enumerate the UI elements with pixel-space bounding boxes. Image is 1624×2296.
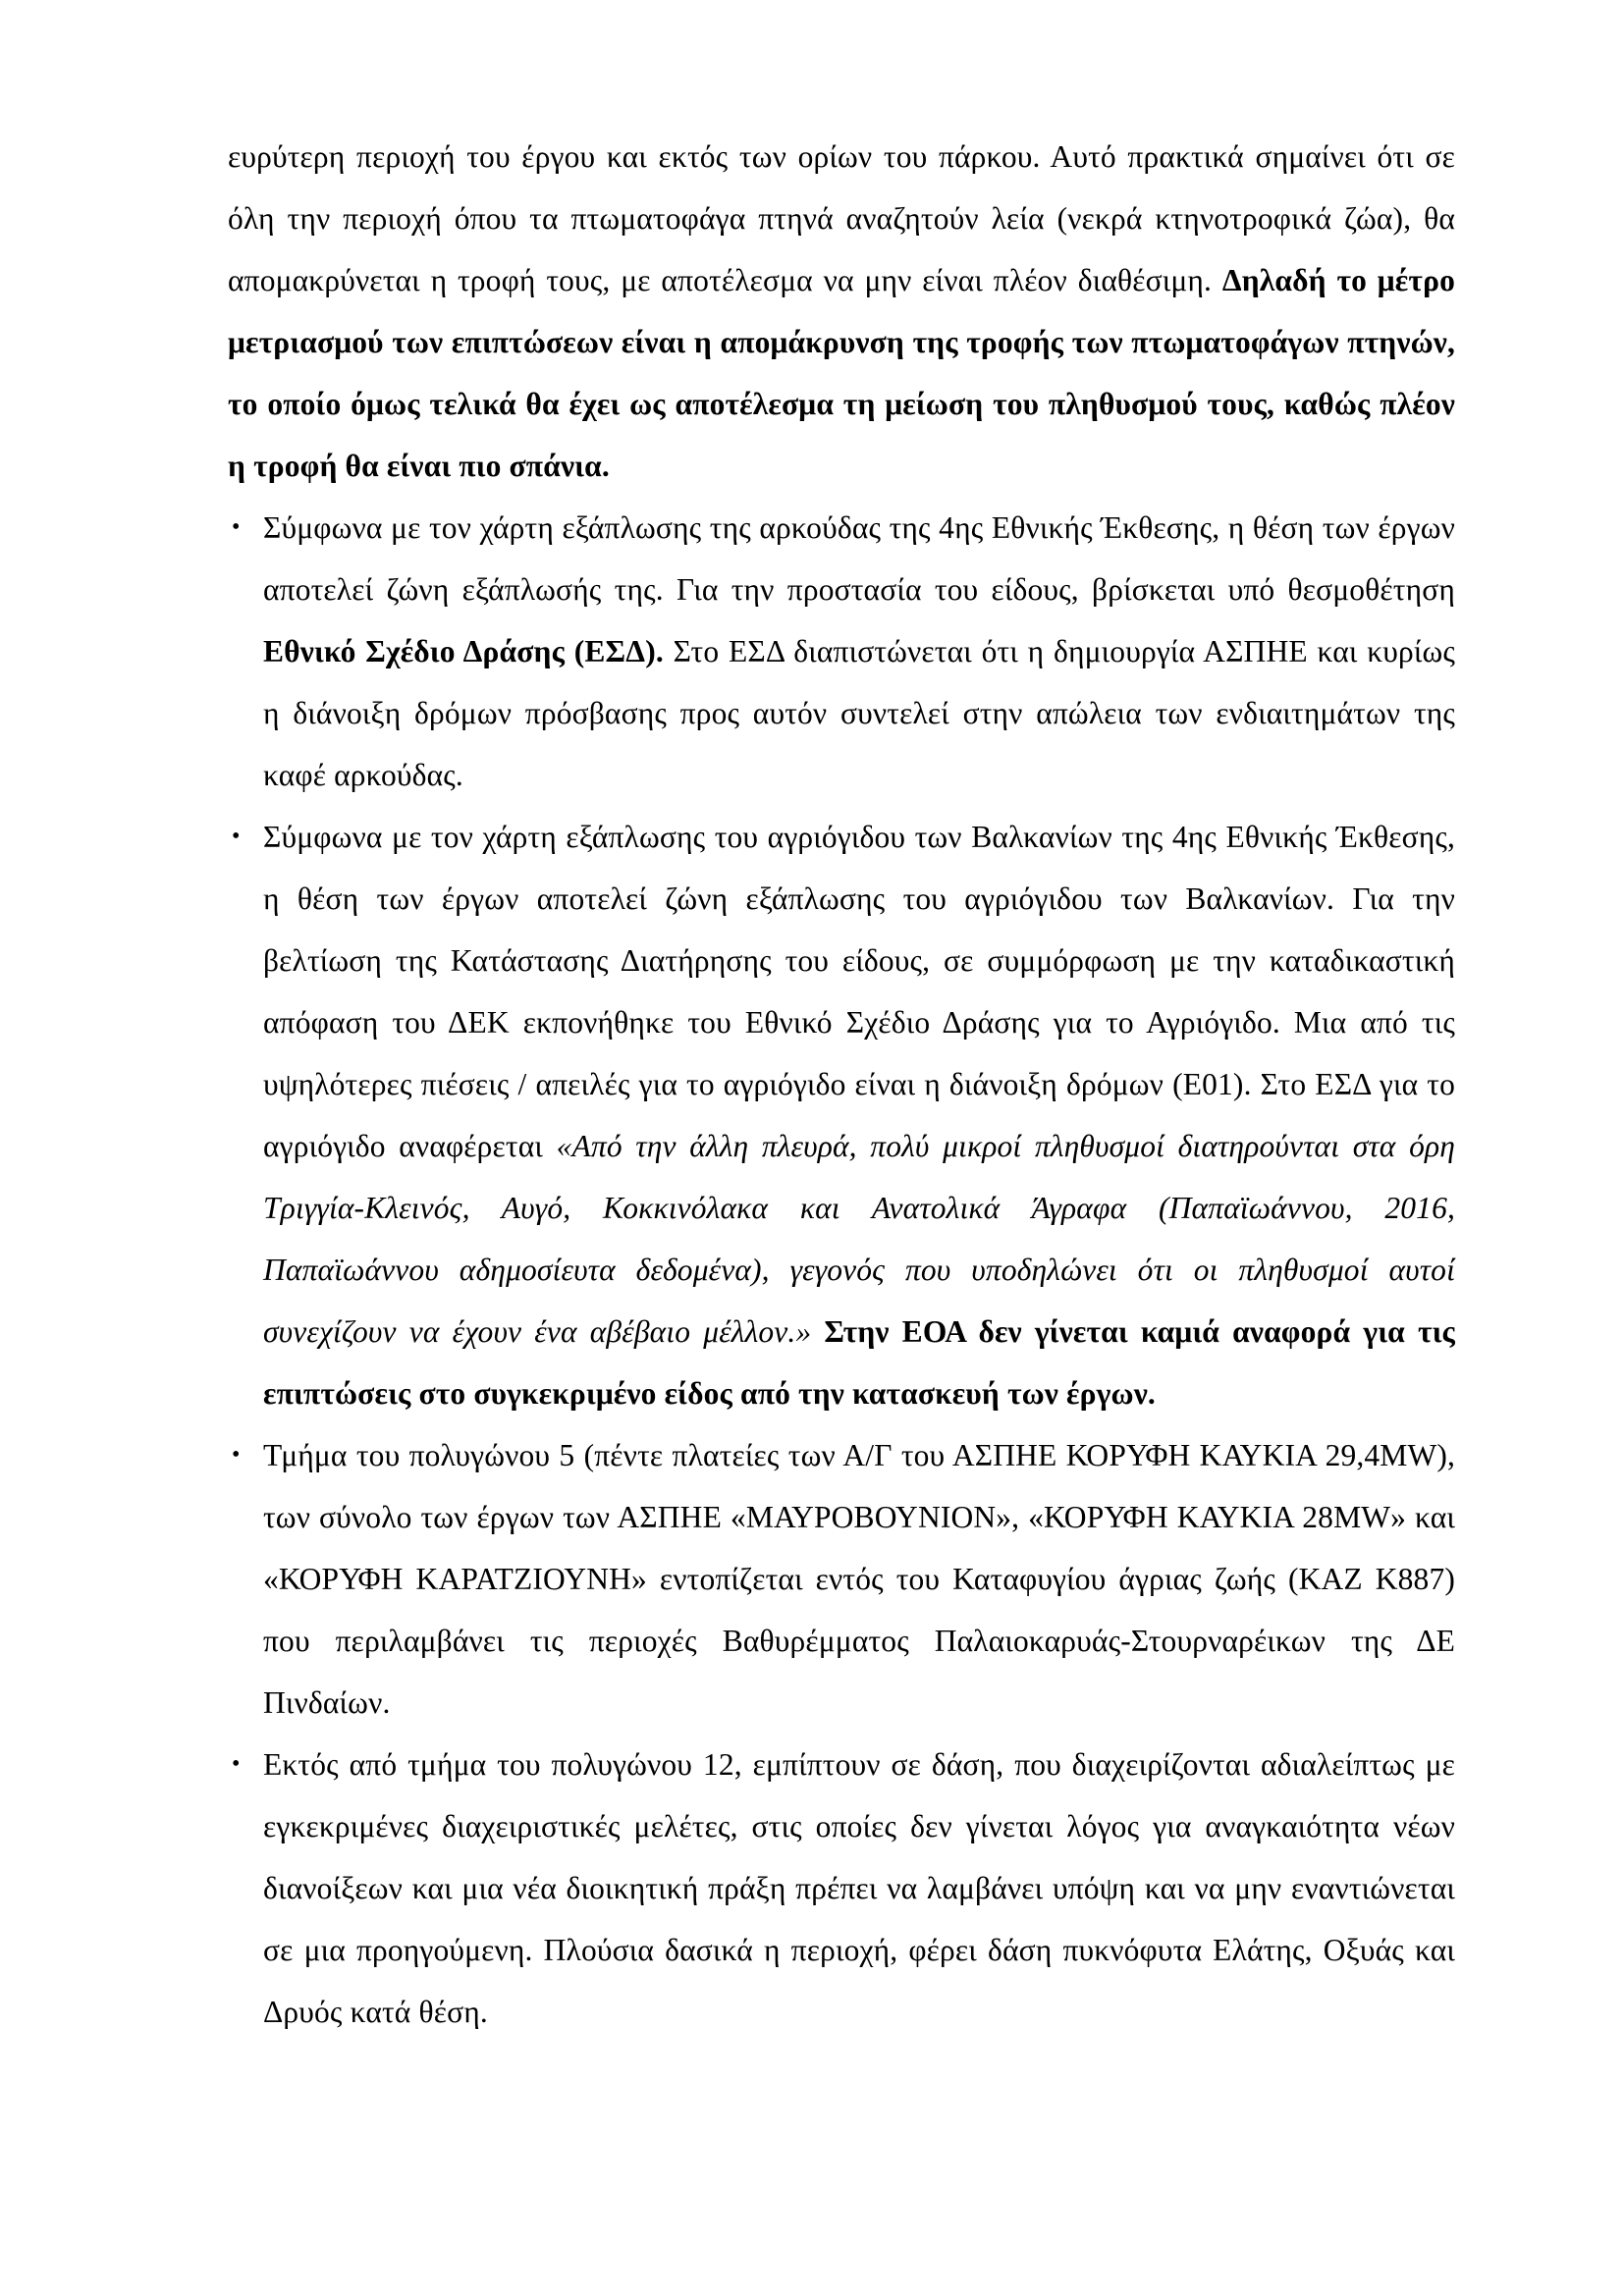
bullet-text-polygon-5-wildlife-refuge <box>263 1424 1455 1734</box>
list-item <box>228 1734 1455 2043</box>
bullet-list <box>228 497 1455 2043</box>
bullet-marker-icon: • <box>232 824 241 849</box>
segment-bold-eoa-remark: Στην ΕΟΑ δεν γίνεται καμιά αναφορά για τις επιπτώσεις στο συγκεκριμένο είδος από την κατασκευή των έργων. <box>263 1314 1455 1411</box>
segment-plain-tail: Στο ΕΣΔ διαπιστώνεται ότι η δημιουργία ΑΣΠΗΕ και κυρίως η διάνοιξη δρόμων πρόσβασης προς αυτόν συντελεί στην απώλεια των ενδιαιτημάτων της καφέ αρκούδας. <box>263 634 1455 792</box>
list-item <box>228 1424 1455 1734</box>
continuation-plain-text: ευρύτερη περιοχή του έργου και εκτός των ορίων του πάρκου. Αυτό πρακτικά σημαίνει ότι σε όλη την περιοχή όπου τα πτωματοφάγα πτηνά αναζητούν λεία (νεκρά κτηνοτροφικά ζώα), θα απομακρύνεται η τροφή τους, με αποτέλεσμα να μην είναι πλέον διαθέσιμη. <box>228 139 1455 297</box>
continuation-paragraph <box>228 126 1455 497</box>
segment-plain: Σύμφωνα με τον χάρτη εξάπλωσης της αρκούδας της 4ης Εθνικής Έκθεσης, η θέση των έργων αποτελεί ζώνη εξάπλωσής της. Για την προστασία του είδους, βρίσκεται υπό θεσμοθέτηση <box>263 510 1455 607</box>
continuation-bold-text: Δηλαδή το μέτρο μετριασμού των επιπτώσεων είναι η απομάκρυνση της τροφής των πτωματοφάγων πτηνών, το οποίο όμως τελικά θα έχει ως αποτέλεσμα τη μείωση του πληθυσμού τους, καθώς πλέον η τροφή θα είναι πιο σπάνια. <box>228 263 1455 483</box>
segment-plain: Εκτός από τμήμα του πολυγώνου 12, εμπίπτουν σε δάση, που διαχειρίζονται αδιαλείπτως με εγκεκριμένες διαχειριστικές μελέτες, στις οποίες δεν γίνεται λόγος για αναγκαιότητα νέων διανοίξεων και μια νέα διοικητική πράξη πρέπει να λαμβάνει υπόψη και να μην εναντιώνεται σε μια προηγούμενη. Πλούσια δασικά η περιοχή, φέρει δάση πυκνόφυτα Ελάτης, Οξυάς και Δρυός κατά θέση. <box>263 1747 1455 2029</box>
bullet-text-balkan-chamois <box>263 806 1455 1424</box>
segment-plain: Σύμφωνα με τον χάρτη εξάπλωσης του αγριόγιδου των Βαλκανίων της 4ης Εθνικής Έκθεσης, η θέση των έργων αποτελεί ζώνη εξάπλωσης του αγριόγιδου των Βαλκανίων. Για την βελτίωση της Κατάστασης Διατήρησης του είδους, σε συμμόρφωση με την καταδικαστική απόφαση του ΔΕΚ εκπονήθηκε του Εθνικό Σχέδιο Δράσης για το Αγριόγιδο. Μια από τις υψηλότερες πιέσεις / απειλές για το αγριόγιδο είναι η διάνοιξη δρόμων (Ε01). Στο ΕΣΔ για το αγριόγιδο αναφέρεται <box>263 820 1455 1163</box>
bullet-marker-icon: • <box>232 1751 241 1777</box>
list-item <box>228 497 1455 806</box>
segment-bold-national-action-plan: Εθνικό Σχέδιο Δράσης (ΕΣΔ). <box>263 634 664 668</box>
list-item <box>228 806 1455 1424</box>
segment-italic-quotation: «Από την άλλη πλευρά, πολύ μικροί πληθυσμοί διατηρούνται στα όρη Τριγγία-Κλεινός, Αυγό, Κοκκινόλακα και Ανατολικά Άγραφα (Παπαϊωάννου, 2016, Παπαϊωάννου αδημοσίευτα δεδομένα), γεγονός που υποδηλώνει ότι οι πληθυσμοί αυτοί συνεχίζουν να έχουν ένα αβέβαιο μέλλον.» <box>263 1129 1456 1349</box>
bullet-text-bear-distribution <box>263 497 1455 806</box>
bullet-marker-icon: • <box>232 514 241 540</box>
bullet-text-polygon-12-forests <box>263 1734 1455 2043</box>
segment-plain: Τμήμα του πολυγώνου 5 (πέντε πλατείες των Α/Γ του ΑΣΠΗΕ ΚΟΡΥΦΗ ΚΑΥΚΙΑ 29,4MW), των σύνολο των έργων των ΑΣΠΗΕ «ΜΑΥΡΟΒΟΥΝΙΟΝ», «ΚΟΡΥΦΗ ΚΑΥΚΙΑ 28MW» και «ΚΟΡΥΦΗ ΚΑΡΑΤΖΙΟΥΝΗ» εντοπίζεται εντός του Καταφυγίου άγριας ζωής (ΚΑΖ Κ887) που περιλαμβάνει τις περιοχές Βαθυρέμματος Παλαιοκαρυάς-Στουρναρέικων της ΔΕ Πινδαίων. <box>263 1438 1455 1720</box>
bullet-marker-icon: • <box>232 1442 241 1468</box>
document-text-body <box>228 126 1455 2043</box>
